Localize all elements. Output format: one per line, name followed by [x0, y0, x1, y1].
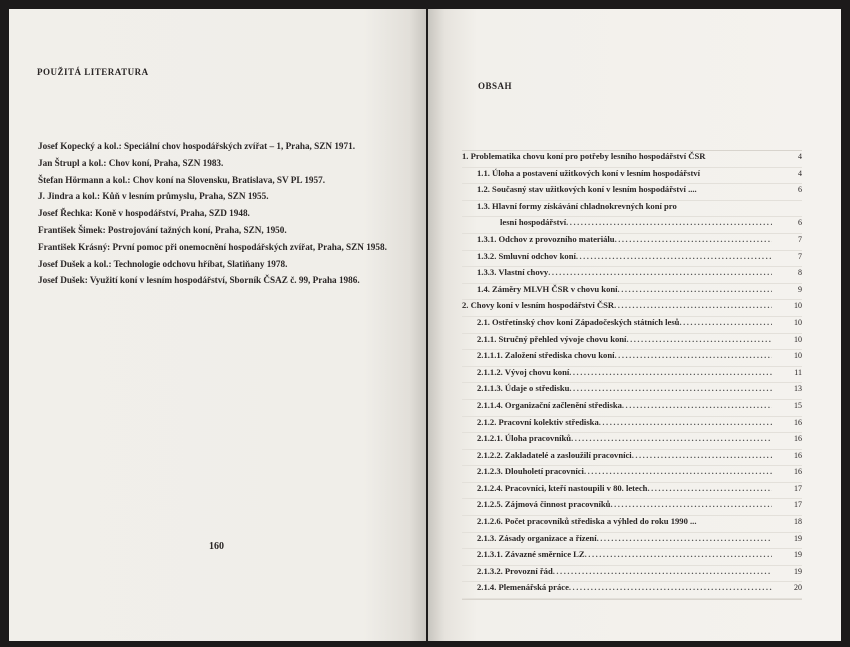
toc-entry	[462, 367, 802, 384]
dot-leader	[553, 566, 772, 576]
toc-entry-page: 17	[794, 483, 802, 493]
dot-leader	[571, 433, 772, 443]
toc-entry-page: 8	[798, 268, 802, 278]
toc-entry	[462, 483, 802, 500]
toc-entry	[462, 433, 802, 450]
toc-entry	[462, 533, 802, 550]
toc-entry-title: 2.1.2.6. Počet pracovníků střediska a výhled do roku 1990 ...	[477, 516, 697, 527]
toc-entry-title: 2.1.2.5. Zájmová činnost pracovníků	[477, 499, 611, 510]
dot-leader	[548, 267, 772, 277]
toc-entry-title: 2.1.3.2. Provozní řád	[477, 565, 553, 576]
dot-leader	[610, 499, 772, 509]
toc-entry	[462, 317, 802, 334]
toc-entry-title: 2.1.2.1. Úloha pracovníků	[477, 433, 572, 444]
toc-entry-page: 19	[794, 566, 802, 576]
toc-entry-title: 2.1.1.4. Organizační začlenění střediska	[477, 399, 622, 410]
toc-entry-title: 1.3.1. Odchov z provozního materiálu	[477, 233, 615, 244]
toc-entry-page: 19	[794, 550, 802, 560]
toc-entry	[462, 201, 802, 218]
toc-entry	[462, 499, 802, 516]
toc-entry-page: 11	[794, 367, 802, 377]
reference-entry: František Krásný: První pomoc při onemocnění hospodářských zvířat, Praha, SZN 1958.	[38, 241, 387, 252]
toc-entry-title: 2.1.2.2. Zakladatelé a zasloužilí pracovníci	[477, 449, 632, 460]
toc-entry	[462, 450, 802, 467]
toc-entry	[462, 217, 802, 234]
reference-list	[38, 138, 388, 289]
dot-leader	[576, 251, 772, 261]
toc-entry	[462, 300, 802, 317]
toc-entry	[462, 466, 802, 483]
toc-entry-page: 18	[794, 517, 802, 527]
dot-leader	[599, 417, 772, 427]
toc-entry-page: 16	[794, 467, 802, 477]
toc-entry	[462, 168, 802, 185]
reference-entry: Josef Dušek: Využití koní v lesním hospodářství, Sborník ČSAZ č. 99, Praha 1986.	[38, 275, 360, 286]
toc-entry-page: 4	[798, 168, 802, 178]
toc-entry-title: 2.1.4. Plemenářská práce	[477, 582, 569, 593]
dot-leader	[622, 400, 772, 410]
toc-entry-title: 1.2. Současný stav užitkových koní v lesním hospodářství ....	[477, 184, 697, 195]
reference-entry: J. Jindra a kol.: Kůň v lesním průmyslu, Praha, SZN 1955.	[38, 191, 269, 202]
toc-entry	[462, 516, 802, 533]
dot-leader	[618, 284, 772, 294]
toc-entry-title: 1. Problematika chovu koní pro potřeby lesního hospodářství ČSR	[462, 151, 706, 161]
toc-entry-page: 17	[794, 500, 802, 510]
contents-heading: OBSAH	[478, 81, 513, 91]
dot-leader	[626, 334, 772, 344]
dot-leader	[566, 217, 772, 227]
dot-leader	[569, 582, 772, 592]
toc-entry	[462, 549, 802, 566]
toc-entry-title: 2.1.2. Pracovní kolektiv střediska	[477, 416, 599, 427]
reference-entry: František Šimek: Postrojování tažných koní, Praha, SZN, 1950.	[38, 224, 287, 235]
toc-entry-title: 1.4. Záměry MLVH ČSR v chovu koní	[477, 283, 618, 294]
toc-entry-page: 10	[794, 334, 802, 344]
toc-entry-title: 2.1.2.3. Dlouholetí pracovníci	[477, 466, 584, 477]
reference-entry: Josef Řechka: Koně v hospodářství, Praha, SZD 1948.	[38, 208, 250, 219]
toc-entry	[462, 350, 802, 367]
toc-entry-page: 4	[798, 152, 802, 161]
toc-entry-title: lesní hospodářství	[500, 217, 567, 228]
toc-entry-page: 10	[794, 301, 802, 311]
right-page	[428, 9, 841, 641]
toc-entry	[462, 417, 802, 434]
dot-leader	[647, 483, 772, 493]
toc-entry	[462, 267, 802, 284]
toc-entry-page: 16	[794, 417, 802, 427]
reference-entry: Josef Dušek a kol.: Technologie odchovu hříbat, Slatiňany 1978.	[38, 258, 288, 269]
dot-leader	[569, 383, 772, 393]
toc-entry-title: 2.1.3.1. Závazné směrnice LZ	[477, 549, 585, 560]
dot-leader	[597, 533, 772, 543]
toc-entry-page: 16	[794, 450, 802, 460]
reference-entry: Josef Kopecký a kol.: Speciální chov hospodářských zvířat – 1, Praha, SZN 1971.	[38, 141, 355, 151]
left-page	[9, 9, 426, 641]
toc-entry-title: 2.1.1.2. Vývoj chovu koní	[477, 366, 570, 377]
toc-entry-title: 1.3.3. Vlastní chovy	[477, 267, 549, 278]
toc-entry-title: 2.1.2.4. Pracovníci, kteří nastoupili v 80. letech	[477, 482, 648, 493]
toc-entry-page: 6	[798, 185, 802, 195]
toc-entry	[462, 383, 802, 400]
toc-entry	[462, 334, 802, 351]
toc-entry-page: 6	[798, 218, 802, 228]
reference-entry: Jan Štrupl a kol.: Chov koní, Praha, SZN 1983.	[38, 157, 224, 168]
toc-entry-page: 7	[798, 234, 802, 244]
toc-entry-title: 2.1.1.1. Založení střediska chovu koní	[477, 350, 615, 361]
dot-leader	[615, 350, 772, 360]
toc-entry	[462, 151, 802, 168]
table-of-contents	[462, 150, 802, 600]
toc-entry	[462, 566, 802, 583]
toc-entry-title: 1.3. Hlavní formy získávání chladnokrevných koní pro	[477, 200, 677, 211]
toc-entry-title: 1.1. Úloha a postavení užitkových koní v lesním hospodářství	[477, 167, 700, 178]
dot-leader	[569, 367, 772, 377]
toc-entry	[462, 234, 802, 251]
toc-entry-page: 15	[794, 400, 802, 410]
toc-entry	[462, 582, 802, 599]
reference-entry: Štefan Hörmann a kol.: Chov koní na Slovensku, Bratislava, SV PL 1957.	[38, 174, 325, 185]
toc-entry-page: 13	[794, 384, 802, 394]
dot-leader	[615, 234, 772, 244]
page-number: 160	[209, 541, 224, 552]
toc-entry-page: 16	[794, 434, 802, 444]
toc-entry-page: 10	[794, 317, 802, 327]
toc-entry-title: 2.1.1. Stručný přehled vývoje chovu koní	[477, 333, 627, 344]
toc-entry-title: 2.1.3. Zásady organizace a řízení	[477, 532, 597, 543]
toc-entry-title: 2.1.1.3. Údaje o středisku	[477, 383, 570, 394]
toc-entry	[462, 400, 802, 417]
toc-entry-page: 9	[798, 284, 802, 294]
toc-entry-title: 2.1. Ostřetínský chov koní Západočeských státních lesů	[477, 316, 680, 327]
toc-entry	[462, 284, 802, 301]
toc-entry-title: 1.3.2. Smluvní odchov koní	[477, 250, 576, 261]
references-heading: POUŽITÁ LITERATURA	[37, 67, 149, 77]
toc-entry-page: 20	[794, 583, 802, 593]
toc-entry	[462, 251, 802, 268]
toc-entry	[462, 184, 802, 201]
dot-leader	[584, 466, 772, 476]
dot-leader	[585, 549, 772, 559]
dot-leader	[679, 317, 772, 327]
toc-entry-page: 19	[794, 533, 802, 543]
toc-entry-page: 10	[794, 351, 802, 361]
dot-leader	[614, 300, 772, 310]
dot-leader	[632, 450, 772, 460]
toc-entry-title: 2. Chovy koní v lesním hospodářství ČSR	[462, 300, 615, 311]
toc-entry-page: 7	[798, 251, 802, 261]
